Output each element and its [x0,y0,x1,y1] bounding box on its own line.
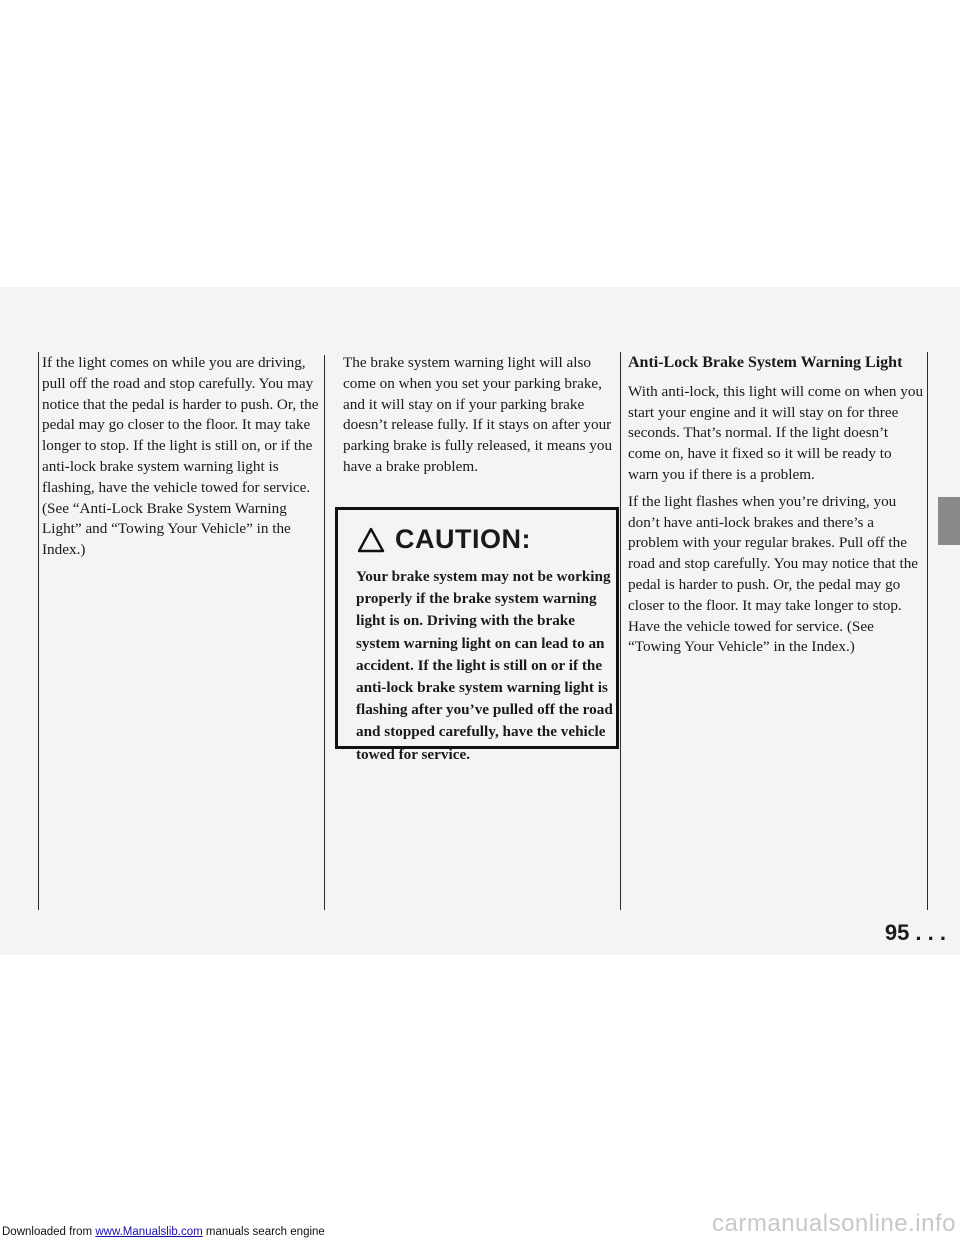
section-tab-marker [938,497,960,545]
column-2 [343,353,619,484]
footer-prefix: Downloaded from [2,1226,96,1238]
caution-text: Your brake system may not be working properly if the brake system warning light is on. Driving with the brake system warning light on can lead to an accident. If the light is still on or if the anti-lock brake system warning light is flashing after you’ve pulled off the road and stopped carefully, have the vehicle towed for service. [356,568,613,763]
column-1 [42,353,322,567]
caution-heading [357,524,531,555]
col3-paragraph-2: If the light flashes when you’re driving, you don’t have anti-lock brakes and there’s a problem with your regular brakes. Pull off the road and stop carefully. You may notice that the pedal is harder to push. Or, the pedal may go closer to the floor. It may take longer to stop. Have the vehicle towed for service. (See “Towing Your Vehicle” in the Index.) [628,492,919,656]
footer-suffix: manuals search engine [202,1226,325,1238]
col1-paragraph: If the light comes on while you are driving, pull off the road and stop carefully. You may notice that the pedal is harder to push. Or, the pedal may go closer to the floor. It may take longer to stop. If the light is still on, or if the anti-lock brake system warning light is flashing, have the vehicle towed for service. (See “Anti-Lock Brake System Warning Light” and “Towing Your Vehicle” in the Index.) [42,354,319,559]
column-rule-middle-2 [620,352,621,910]
column-rule-left [38,352,39,910]
manualslib-link[interactable]: www.Manualslib.com [95,1226,203,1238]
col3-paragraph-1: With anti-lock, this light will come on when you start your engine and it will stay on for three seconds. That’s normal. If the light doesn’t come on, have it fixed so it will be ready to warn you if there is a problem. [628,382,924,483]
download-footer [2,1226,325,1238]
column-rule-right [927,352,928,910]
column-rule-middle-1 [324,355,325,910]
caution-box [335,507,619,763]
page-number: 95 . . . [884,920,946,945]
watermark-text: carmanualsonline.info [712,1210,956,1237]
abs-warning-heading: Anti-Lock Brake System Warning Light [628,354,903,371]
caution-title: CAUTION: [395,524,531,554]
column-3 [628,353,924,664]
warning-triangle-icon [357,527,385,553]
col2-paragraph: The brake system warning light will also come on when you set your parking brake, and it will stay on if your parking brake doesn’t release fully. If it stays on after your parking brake is fully released, it means you have a brake problem. [343,354,613,475]
